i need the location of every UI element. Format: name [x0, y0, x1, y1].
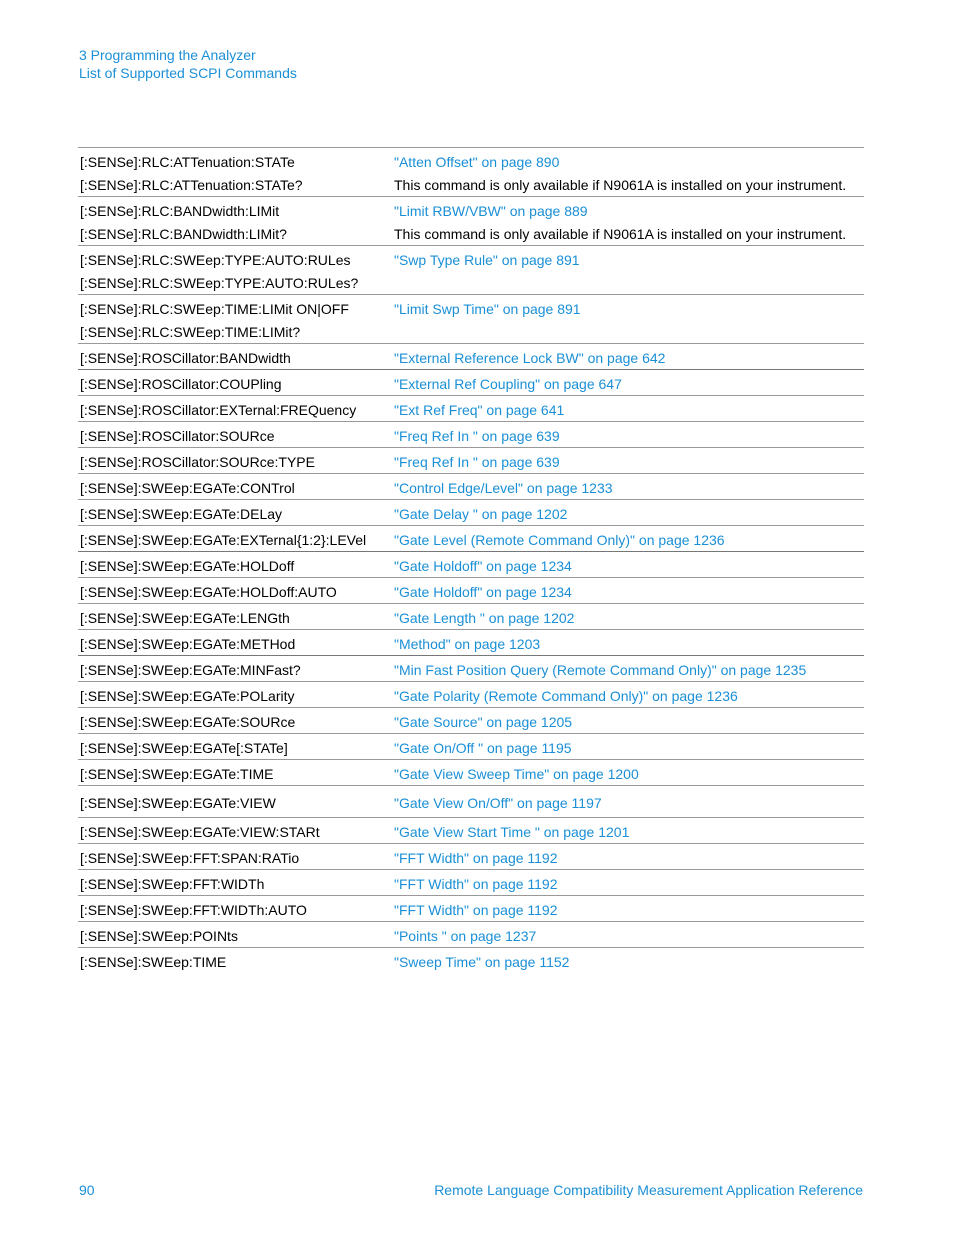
table-row — [78, 950, 864, 973]
reference-note: This command is only available if N9061A is installed on your instrument. — [394, 225, 847, 242]
table-row-line — [78, 173, 864, 196]
table-row-line — [78, 398, 864, 421]
cross-reference-link[interactable]: "Gate View On/Off" on page 1197 — [394, 794, 602, 811]
table-row — [78, 346, 864, 370]
table-row — [78, 398, 864, 422]
table-row — [78, 372, 864, 396]
cross-reference-link[interactable]: "FFT Width" on page 1192 — [394, 875, 558, 892]
table-row-line — [78, 199, 864, 222]
table-row-line — [78, 950, 864, 973]
table-row-line — [78, 150, 864, 173]
scpi-command: [:SENSe]:SWEep:FFT:SPAN:RATio — [80, 849, 300, 866]
table-row-line — [78, 222, 864, 245]
scpi-command: [:SENSe]:ROSCillator:SOURce — [80, 427, 275, 444]
table-row-line — [78, 898, 864, 921]
scpi-command: [:SENSe]:SWEep:POINts — [80, 927, 238, 944]
scpi-command: [:SENSe]:SWEep:EGATe:HOLDoff:AUTO — [80, 583, 337, 600]
table-row-line — [78, 710, 864, 733]
table-row-line — [78, 346, 864, 369]
table-row-line — [78, 762, 864, 785]
cross-reference-link[interactable]: "Ext Ref Freq" on page 641 — [394, 401, 565, 418]
cross-reference-link[interactable]: "Points " on page 1237 — [394, 927, 537, 944]
scpi-command: [:SENSe]:RLC:BANDwidth:LIMit — [80, 202, 280, 219]
table-row — [78, 476, 864, 500]
table-row — [78, 710, 864, 734]
table-row-line — [78, 684, 864, 707]
chapter-title: 3 Programming the Analyzer — [79, 47, 256, 63]
table-row — [78, 684, 864, 708]
table-row-line — [78, 271, 864, 294]
scpi-command: [:SENSe]:ROSCillator:COUPling — [80, 375, 282, 392]
scpi-command: [:SENSe]:RLC:SWEep:TIME:LIMit? — [80, 323, 301, 340]
scpi-command: [:SENSe]:SWEep:EGATe:LENGth — [80, 609, 290, 626]
table-row-line — [78, 476, 864, 499]
cross-reference-link[interactable]: "Min Fast Position Query (Remote Command Only)" on page 1235 — [394, 661, 807, 678]
table-row — [78, 762, 864, 786]
section-title: List of Supported SCPI Commands — [79, 65, 297, 81]
table-row-line — [78, 580, 864, 603]
scpi-command: [:SENSe]:SWEep:EGATe:VIEW:STARt — [80, 823, 320, 840]
table-row-line — [78, 736, 864, 759]
table-row-line — [78, 297, 864, 320]
table-row-line — [78, 924, 864, 947]
table-row — [78, 150, 864, 197]
scpi-command: [:SENSe]:RLC:ATTenuation:STATe — [80, 153, 295, 170]
table-row-line — [78, 872, 864, 895]
scpi-command: [:SENSe]:RLC:BANDwidth:LIMit? — [80, 225, 287, 242]
cross-reference-link[interactable]: "Gate Level (Remote Command Only)" on page 1236 — [394, 531, 725, 548]
table-row — [78, 898, 864, 922]
scpi-command: [:SENSe]:ROSCillator:SOURce:TYPE — [80, 453, 315, 470]
cross-reference-link[interactable]: "Gate Polarity (Remote Command Only)" on page 1236 — [394, 687, 738, 704]
table-row — [78, 580, 864, 604]
cross-reference-link[interactable]: "Gate Holdoff" on page 1234 — [394, 557, 572, 574]
scpi-command: [:SENSe]:SWEep:EGATe:DELay — [80, 505, 283, 522]
scpi-command: [:SENSe]:RLC:SWEep:TIME:LIMit ON|OFF — [80, 300, 349, 317]
scpi-command: [:SENSe]:SWEep:EGATe:TIME — [80, 765, 274, 782]
table-row — [78, 872, 864, 896]
cross-reference-link[interactable]: "Swp Type Rule" on page 891 — [394, 251, 580, 268]
table-row-line — [78, 606, 864, 629]
table-row — [78, 248, 864, 295]
scpi-command: [:SENSe]:SWEep:FFT:WIDTh:AUTO — [80, 901, 307, 918]
scpi-command: [:SENSe]:SWEep:FFT:WIDTh — [80, 875, 265, 892]
table-row-line — [78, 658, 864, 681]
cross-reference-link[interactable]: "External Reference Lock BW" on page 642 — [394, 349, 666, 366]
cross-reference-link[interactable]: "Gate Length " on page 1202 — [394, 609, 575, 626]
table-row-line — [78, 788, 864, 817]
scpi-command: [:SENSe]:SWEep:EGATe:VIEW — [80, 794, 276, 811]
cross-reference-link[interactable]: "Freq Ref In " on page 639 — [394, 427, 560, 444]
scpi-command: [:SENSe]:SWEep:TIME — [80, 953, 227, 970]
table-row-line — [78, 528, 864, 551]
cross-reference-link[interactable]: "FFT Width" on page 1192 — [394, 901, 558, 918]
cross-reference-link[interactable]: "Gate View Start Time " on page 1201 — [394, 823, 630, 840]
cross-reference-link[interactable]: "Control Edge/Level" on page 1233 — [394, 479, 613, 496]
table-row — [78, 554, 864, 578]
table-row-line — [78, 846, 864, 869]
scpi-command: [:SENSe]:ROSCillator:BANDwidth — [80, 349, 291, 366]
table-row-line — [78, 372, 864, 395]
table-row — [78, 424, 864, 448]
cross-reference-link[interactable]: "Gate Source" on page 1205 — [394, 713, 573, 730]
cross-reference-link[interactable]: "External Ref Coupling" on page 647 — [394, 375, 622, 392]
page-number: 90 — [79, 1182, 95, 1198]
scpi-command-table — [78, 147, 864, 973]
document-title: Remote Language Compatibility Measurement Application Reference — [434, 1182, 863, 1198]
cross-reference-link[interactable]: "Limit RBW/VBW" on page 889 — [394, 202, 588, 219]
scpi-command: [:SENSe]:RLC:ATTenuation:STATe? — [80, 176, 303, 193]
table-row — [78, 736, 864, 760]
cross-reference-link[interactable]: "Gate View Sweep Time" on page 1200 — [394, 765, 639, 782]
scpi-command: [:SENSe]:RLC:SWEep:TYPE:AUTO:RULes? — [80, 274, 359, 291]
scpi-command: [:SENSe]:SWEep:EGATe:POLarity — [80, 687, 295, 704]
table-row — [78, 297, 864, 344]
cross-reference-link[interactable]: "Gate Holdoff" on page 1234 — [394, 583, 572, 600]
scpi-command: [:SENSe]:SWEep:EGATe:METHod — [80, 635, 296, 652]
table-row — [78, 820, 864, 844]
table-row — [78, 606, 864, 630]
table-row-line — [78, 632, 864, 655]
table-row — [78, 632, 864, 656]
table-row-line — [78, 248, 864, 271]
scpi-command: [:SENSe]:SWEep:EGATe:EXTernal{1:2}:LEVel — [80, 531, 367, 548]
reference-note: This command is only available if N9061A is installed on your instrument. — [394, 176, 847, 193]
table-row — [78, 528, 864, 552]
table-row-line — [78, 820, 864, 843]
table-row-line — [78, 424, 864, 447]
cross-reference-link[interactable]: "Sweep Time" on page 1152 — [394, 953, 570, 970]
table-row — [78, 846, 864, 870]
table-row-line — [78, 320, 864, 343]
scpi-command: [:SENSe]:SWEep:EGATe[:STATe] — [80, 739, 288, 756]
scpi-command: [:SENSe]:RLC:SWEep:TYPE:AUTO:RULes — [80, 251, 351, 268]
table-row — [78, 788, 864, 818]
table-row — [78, 924, 864, 948]
cross-reference-link[interactable]: "Limit Swp Time" on page 891 — [394, 300, 581, 317]
scpi-command: [:SENSe]:ROSCillator:EXTernal:FREQuency — [80, 401, 357, 418]
scpi-command: [:SENSe]:SWEep:EGATe:CONTrol — [80, 479, 295, 496]
cross-reference-link[interactable]: "Gate Delay " on page 1202 — [394, 505, 568, 522]
table-row — [78, 199, 864, 246]
cross-reference-link[interactable]: "Freq Ref In " on page 639 — [394, 453, 560, 470]
scpi-command: [:SENSe]:SWEep:EGATe:MINFast? — [80, 661, 301, 678]
cross-reference-link[interactable]: "FFT Width" on page 1192 — [394, 849, 558, 866]
scpi-command: [:SENSe]:SWEep:EGATe:SOURce — [80, 713, 296, 730]
cross-reference-link[interactable]: "Method" on page 1203 — [394, 635, 541, 652]
table-row — [78, 658, 864, 682]
table-row — [78, 502, 864, 526]
table-row-line — [78, 554, 864, 577]
cross-reference-link[interactable]: "Atten Offset" on page 890 — [394, 153, 560, 170]
scpi-command: [:SENSe]:SWEep:EGATe:HOLDoff — [80, 557, 295, 574]
cross-reference-link[interactable]: "Gate On/Off " on page 1195 — [394, 739, 572, 756]
table-row — [78, 450, 864, 474]
table-row-line — [78, 450, 864, 473]
running-header — [79, 46, 297, 82]
table-row-line — [78, 502, 864, 525]
